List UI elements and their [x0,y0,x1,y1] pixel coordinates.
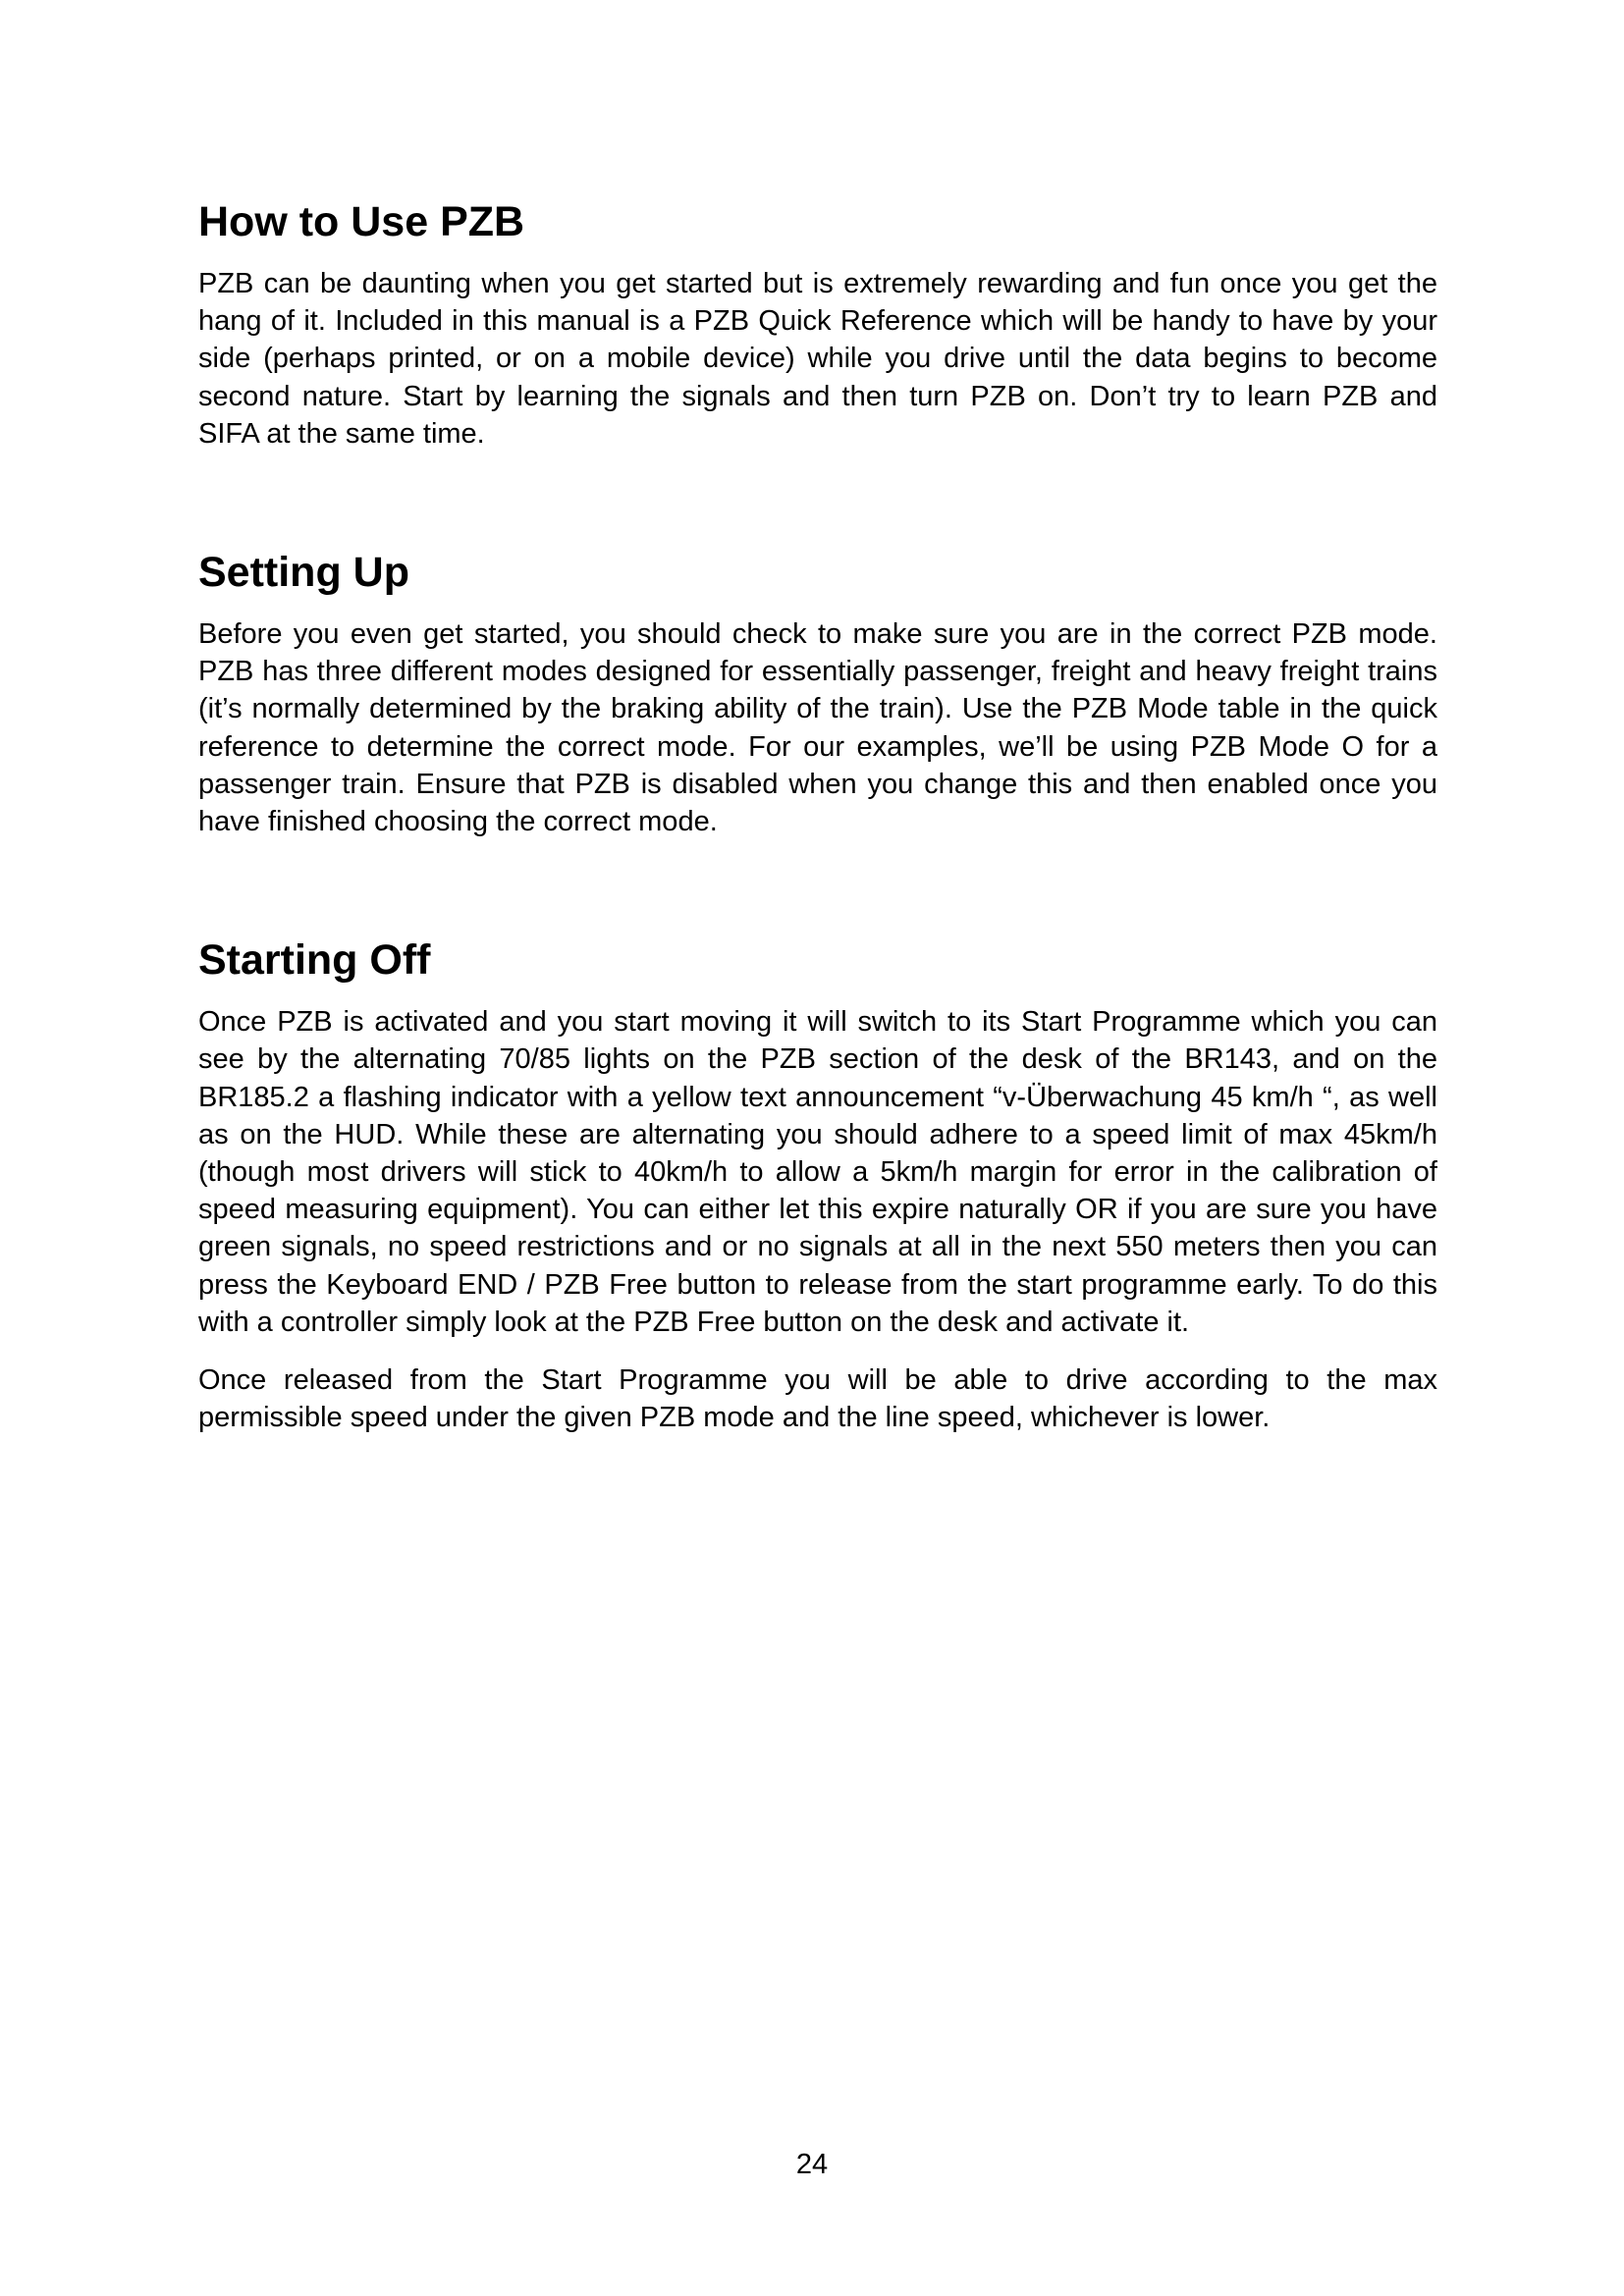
page-content [198,192,1437,1436]
paragraph: Once PZB is activated and you start moving it will switch to its Start Programme which you can see by the alternating 70/85 lights on the PZB section of the desk of the BR143, and on the BR185.2 a flashing indicator with a yellow text announcement “v-Überwachung 45 km/h “, as well as on the HUD. While these are alternating you should adhere to a speed limit of max 45km/h (though most drivers will stick to 40km/h to allow a 5km/h margin for error in the calibration of speed measuring equipment). You can either let this expire naturally OR if you are sure you have green signals, no speed restrictions and or no signals at all in the next 550 meters then you can press the Keyboard END / PZB Free button to release from the start programme early. To do this with a controller simply look at the PZB Free button on the desk and activate it. [198,1006,1437,1338]
paragraph: PZB can be daunting when you get started but is extremely rewarding and fun once you get the hang of it. Included in this manual is a PZB Quick Reference which will be handy to have by your side (perhaps printed, or on a mobile device) while you drive until the data begins to become second nature. Start by learning the signals and then turn PZB on. Don’t try to learn PZB and SIFA at the same time. [198,268,1437,450]
section-setting-up [198,543,1437,840]
section-heading: Starting Off [198,936,431,985]
section-heading: How to Use PZB [198,198,525,245]
section-starting-off [198,931,1437,1436]
section-how-to-use-pzb [198,192,1437,453]
paragraph: Before you even get started, you should check to make sure you are in the correct PZB mode. PZB has three different modes designed for essentially passenger, freight and heavy freight trains (it’s normally determined by the braking ability of the train). Use the PZB Mode table in the quick reference to determine the correct mode. For our examples, we’ll be using PZB Mode O for a passenger train. Ensure that PZB is disabled when you change this and then enabled once you have finished choosing the correct mode. [198,618,1437,838]
paragraph: Once released from the Start Programme you will be able to drive according to the max permissible speed under the given PZB mode and the line speed, whichever is lower. [198,1364,1437,1434]
section-heading: Setting Up [198,549,409,597]
page-number: 24 [795,2149,829,2180]
